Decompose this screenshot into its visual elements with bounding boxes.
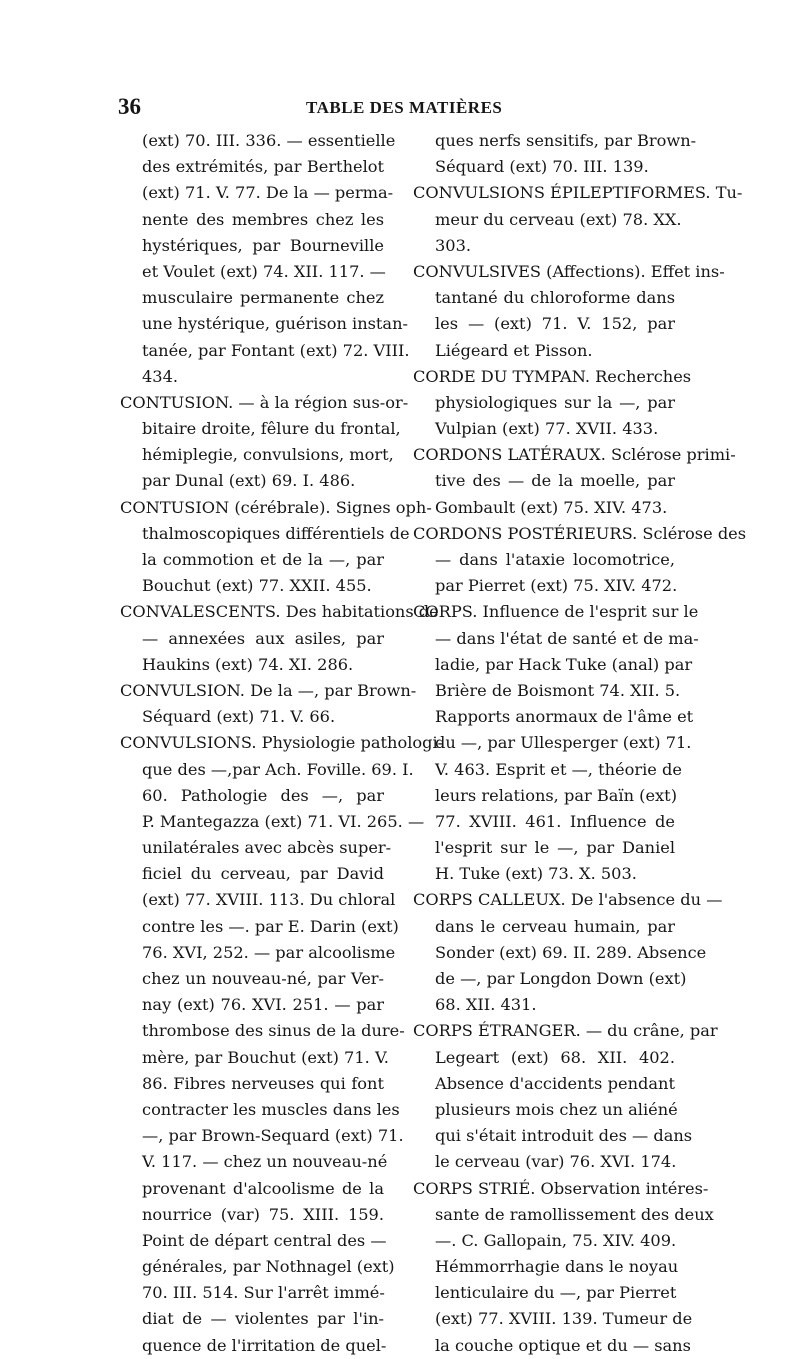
- entry-line: Vulpian (ext) 77. XVII. 433.: [435, 419, 659, 439]
- index-column-right: [413, 128, 747, 1359]
- entry-heading-line: CORPS STRIÉ. Observation intéres-: [413, 1178, 709, 1198]
- entry-line: Sonder (ext) 69. II. 289. Absence: [435, 942, 707, 962]
- entry-line: générales, par Nothnagel (ext): [142, 1257, 395, 1277]
- entry-line: —. C. Gallopain, 75. XIV. 409.: [435, 1230, 677, 1250]
- entry-line: 77. XVIII. 461. Influence de: [435, 811, 675, 831]
- entry-line: V. 463. Esprit et —, théorie de: [435, 759, 682, 779]
- entry-line: (ext) 77. XVIII. 139. Tumeur de: [435, 1309, 693, 1329]
- entry-line: 76. XVI, 252. — par alcoolisme: [142, 942, 396, 962]
- entry-line: thalmoscopiques différentiels de: [142, 523, 410, 543]
- entry-line: Brière de Boismont 74. XII. 5.: [435, 680, 681, 700]
- entry-heading-line: CORPS. Influence de l'esprit sur le: [413, 602, 699, 622]
- entry-line: 68. XII. 431.: [435, 995, 537, 1015]
- entry-line: nay (ext) 76. XVI. 251. — par: [142, 995, 384, 1015]
- entry-heading-line: CORDE DU TYMPAN. Recherches: [413, 366, 692, 386]
- entry-line: plusieurs mois chez un aliéné: [435, 1099, 678, 1119]
- entry-line: (ext) 70. III. 336. — essentielle: [142, 131, 396, 150]
- entry-line: P. Mantegazza (ext) 71. VI. 265. —: [142, 811, 425, 831]
- entry-line: tantané du chloroforme dans: [435, 288, 675, 308]
- entry-line: la commotion et de la —, par: [142, 550, 384, 569]
- entry-line: qui s'était introduit des — dans: [435, 1126, 693, 1146]
- entry-line: Gombault (ext) 75. XIV. 473.: [435, 497, 668, 517]
- entry-line: sante de ramollissement des deux: [435, 1204, 714, 1224]
- entry-line: nente des membres chez les: [142, 209, 384, 229]
- entry-heading-line: CONVULSION. De la —, par Brown-: [120, 680, 417, 700]
- entry-line: une hystérique, guérison instan-: [142, 314, 408, 334]
- entry-line: tive des — de la moelle, par: [435, 471, 675, 491]
- page-header: [0, 94, 800, 124]
- entry-line: nourrice (var) 75. XIII. 159.: [142, 1204, 384, 1224]
- entry-line: l'esprit sur le —, par Daniel: [435, 838, 675, 858]
- entry-line: dans le cerveau humain, par: [435, 916, 675, 936]
- entry-line: lenticulaire du —, par Pierret: [435, 1283, 677, 1303]
- entry-line: 60. Pathologie des —, par: [142, 785, 384, 805]
- entry-line: Bouchut (ext) 77. XXII. 455.: [142, 576, 372, 596]
- entry-heading-line: CONTUSION. — à la région sus-or-: [120, 392, 409, 412]
- entry-line: du —, par Ullesperger (ext) 71.: [435, 733, 692, 753]
- entry-line: de —, par Longdon Down (ext): [435, 969, 687, 988]
- entry-line: Point de départ central des —: [142, 1230, 387, 1250]
- entry-heading-line: CONVULSIVES (Affections). Effet ins-: [413, 261, 725, 281]
- entry-line: contre les —. par E. Darin (ext): [142, 916, 399, 936]
- entry-line: meur du cerveau (ext) 78. XX.: [435, 209, 682, 229]
- entry-line: mère, par Bouchut (ext) 71. V.: [142, 1047, 389, 1067]
- entry-line: — dans l'état de santé et de ma-: [435, 628, 699, 648]
- entry-line: chez un nouveau-né, par Ver-: [142, 969, 384, 988]
- entry-heading-line: CONVALESCENTS. Des habitations de: [120, 602, 439, 622]
- entry-heading-line: CORPS CALLEUX. De l'absence du —: [413, 890, 723, 910]
- entry-heading-line: CONVULSIONS. Physiologie pathologi-: [120, 733, 444, 753]
- entry-line: et Voulet (ext) 74. XII. 117. —: [142, 261, 386, 281]
- entry-line: contracter les muscles dans les: [142, 1099, 400, 1119]
- entry-line: — annexées aux asiles, par: [142, 628, 384, 648]
- entry-line: que des —,par Ach. Foville. 69. I.: [142, 759, 414, 779]
- entry-line: bitaire droite, fêlure du frontal,: [142, 419, 401, 439]
- index-column-left: [120, 128, 444, 1359]
- entry-line: —, par Brown-Sequard (ext) 71.: [142, 1126, 404, 1146]
- entry-line: provenant d'alcoolisme de la: [142, 1178, 384, 1198]
- page-number: 36: [118, 94, 141, 119]
- entry-line: H. Tuke (ext) 73. X. 503.: [435, 864, 637, 884]
- entry-line: diat de — violentes par l'in-: [142, 1309, 384, 1329]
- entry-line: physiologiques sur la —, par: [435, 392, 675, 412]
- entry-line: Rapports anormaux de l'âme et: [435, 707, 694, 727]
- running-title: TABLE DES MATIÈRES: [306, 98, 503, 117]
- entry-line: par Dunal (ext) 69. I. 486.: [142, 471, 356, 491]
- entry-line: des extrémités, par Berthelot: [142, 157, 384, 177]
- entry-line: musculaire permanente chez: [142, 288, 384, 308]
- entry-line: — dans l'ataxie locomotrice,: [435, 550, 675, 569]
- entry-line: Legeart (ext) 68. XII. 402.: [435, 1047, 675, 1067]
- entry-line: hémiplegie, convulsions, mort,: [142, 445, 394, 465]
- entry-line: V. 117. — chez un nouveau-né: [142, 1152, 388, 1172]
- entry-line: 70. III. 514. Sur l'arrêt immé-: [142, 1283, 385, 1303]
- entry-line: les — (ext) 71. V. 152, par: [435, 314, 675, 334]
- entry-line: Haukins (ext) 74. XI. 286.: [142, 654, 354, 674]
- entry-line: 434.: [142, 366, 179, 386]
- entry-heading-line: CORPS ÉTRANGER. — du crâne, par: [413, 1021, 718, 1041]
- entry-line: la couche optique et du — sans: [435, 1335, 691, 1355]
- entry-line: Séquard (ext) 70. III. 139.: [435, 157, 649, 177]
- entry-line: Absence d'accidents pendant: [435, 1073, 675, 1093]
- entry-line: 86. Fibres nerveuses qui font: [142, 1073, 384, 1093]
- entry-line: ladie, par Hack Tuke (anal) par: [435, 654, 693, 674]
- entry-line: quence de l'irritation de quel-: [142, 1335, 387, 1355]
- entry-line: (ext) 71. V. 77. De la — perma-: [142, 183, 394, 203]
- entry-line: le cerveau (var) 76. XVI. 174.: [435, 1152, 677, 1172]
- entry-line: (ext) 77. XVIII. 113. Du chloral: [142, 890, 396, 910]
- entry-line: thrombose des sinus de la dure-: [142, 1021, 405, 1041]
- entry-heading-line: CORDONS POSTÉRIEURS. Sclérose des: [413, 523, 747, 543]
- entry-line: ficiel du cerveau, par David: [142, 864, 384, 884]
- entry-line: hystériques, par Bourneville: [142, 235, 384, 255]
- entry-line: 303.: [435, 235, 472, 255]
- entry-line: Séquard (ext) 71. V. 66.: [142, 707, 336, 727]
- entry-line: unilatérales avec abcès super-: [142, 838, 392, 858]
- entry-line: Liégeard et Pisson.: [435, 340, 593, 360]
- entry-line: leurs relations, par Baïn (ext): [435, 785, 678, 805]
- entry-line: Hémmorrhagie dans le noyau: [435, 1257, 679, 1277]
- entry-line: tanée, par Fontant (ext) 72. VIII.: [142, 340, 410, 360]
- entry-line: ques nerfs sensitifs, par Brown-: [435, 131, 697, 150]
- entry-heading-line: CONTUSION (cérébrale). Signes oph-: [120, 497, 432, 517]
- entry-line: par Pierret (ext) 75. XIV. 472.: [435, 576, 678, 596]
- entry-heading-line: CONVULSIONS ÉPILEPTIFORMES. Tu-: [413, 183, 743, 203]
- entry-heading-line: CORDONS LATÉRAUX. Sclérose primi-: [413, 445, 736, 465]
